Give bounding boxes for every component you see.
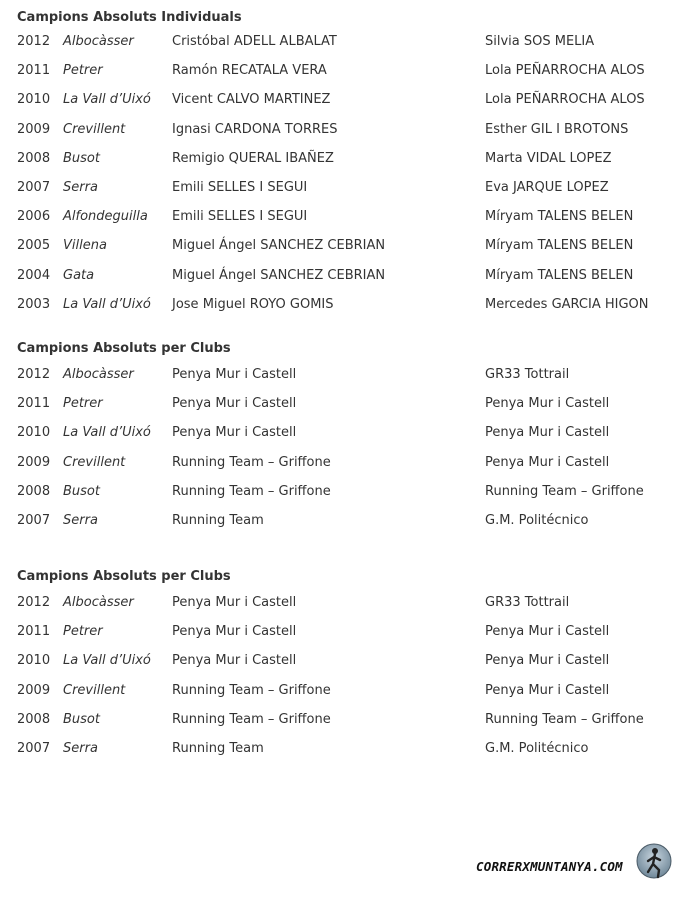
result-row bbox=[17, 593, 677, 622]
women-champion-cell: Eva JARQUE LOPEZ bbox=[485, 179, 609, 195]
women-champion-cell: Míryam TALENS BELEN bbox=[485, 238, 634, 254]
year-cell: 2009 bbox=[17, 121, 51, 137]
women-champion-cell: Penya Mur i Castell bbox=[485, 653, 610, 669]
result-row bbox=[17, 266, 677, 295]
year-cell: 2012 bbox=[17, 367, 51, 382]
year-cell: 2010 bbox=[17, 92, 51, 108]
place-cell: Serra bbox=[63, 512, 98, 528]
place-cell: La Vall d’Uixó bbox=[63, 653, 151, 669]
result-row bbox=[17, 207, 677, 236]
result-row bbox=[17, 622, 677, 651]
women-champion-cell: Penya Mur i Castell bbox=[485, 425, 610, 441]
women-champion-cell: Lola PEÑARROCHA ALOS bbox=[485, 63, 645, 79]
result-row bbox=[17, 149, 677, 178]
men-champion-cell: Running Team – Griffone bbox=[172, 454, 331, 470]
year-cell: 2007 bbox=[17, 512, 51, 528]
men-champion-cell: Ramón RECATALA VERA bbox=[172, 63, 327, 79]
year-cell: 2008 bbox=[17, 150, 51, 166]
section-title: Campions Absoluts per Clubs bbox=[17, 341, 231, 356]
men-champion-cell: Ignasi CARDONA TORRES bbox=[172, 121, 338, 137]
men-champion-cell: Penya Mur i Castell bbox=[172, 653, 297, 669]
result-row bbox=[17, 511, 677, 540]
women-champion-cell: Silvia SOS MELIA bbox=[485, 34, 595, 49]
men-champion-cell: Vicent CALVO MARTINEZ bbox=[172, 92, 331, 108]
women-champion-cell: G.M. Politécnico bbox=[485, 512, 589, 528]
year-cell: 2010 bbox=[17, 425, 51, 441]
place-cell: La Vall d’Uixó bbox=[63, 92, 151, 108]
result-row bbox=[17, 178, 677, 207]
men-champion-cell: Penya Mur i Castell bbox=[172, 595, 297, 610]
women-champion-cell: Penya Mur i Castell bbox=[485, 682, 610, 698]
women-champion-cell: Míryam TALENS BELEN bbox=[485, 209, 634, 225]
section-individuals bbox=[17, 8, 677, 324]
year-cell: 2009 bbox=[17, 454, 51, 470]
place-cell: Albocàsser bbox=[63, 595, 134, 610]
place-cell: Serra bbox=[63, 179, 98, 195]
logo-text: CORRERXMUNTANYA.COM bbox=[476, 859, 623, 874]
place-cell: Crevillent bbox=[63, 682, 126, 698]
place-cell: Petrer bbox=[63, 396, 103, 412]
women-champion-cell: Penya Mur i Castell bbox=[485, 624, 610, 640]
result-row bbox=[17, 394, 677, 423]
result-row bbox=[17, 423, 677, 452]
men-champion-cell: Penya Mur i Castell bbox=[172, 367, 297, 382]
women-champion-cell: Lola PEÑARROCHA ALOS bbox=[485, 92, 645, 108]
women-champion-cell: Mercedes GARCIA HIGON bbox=[485, 296, 649, 312]
men-champion-cell: Penya Mur i Castell bbox=[172, 624, 297, 640]
result-row bbox=[17, 453, 677, 482]
place-cell: Busot bbox=[63, 150, 100, 166]
result-row bbox=[17, 482, 677, 511]
men-champion-cell: Emili SELLES I SEGUI bbox=[172, 209, 308, 225]
year-cell: 2008 bbox=[17, 711, 51, 727]
men-champion-cell: Running Team bbox=[172, 512, 264, 528]
place-cell: Busot bbox=[63, 483, 100, 499]
place-cell: Crevillent bbox=[63, 121, 126, 137]
place-cell: Busot bbox=[63, 711, 100, 727]
year-cell: 2008 bbox=[17, 483, 51, 499]
result-row bbox=[17, 120, 677, 149]
year-cell: 2003 bbox=[17, 296, 51, 312]
result-row bbox=[17, 32, 677, 61]
women-champion-cell: Running Team – Griffone bbox=[485, 711, 644, 727]
result-row bbox=[17, 61, 677, 90]
place-cell: Petrer bbox=[63, 63, 103, 79]
men-champion-cell: Running Team – Griffone bbox=[172, 711, 331, 727]
men-champion-cell: Miguel Ángel SANCHEZ CEBRIAN bbox=[172, 238, 386, 254]
runner-icon bbox=[636, 842, 672, 882]
results-list bbox=[17, 365, 677, 540]
site-logo[interactable] bbox=[472, 842, 672, 886]
place-cell: La Vall d’Uixó bbox=[63, 296, 151, 312]
result-row bbox=[17, 236, 677, 265]
year-cell: 2012 bbox=[17, 34, 51, 49]
place-cell: Serra bbox=[63, 740, 98, 756]
men-champion-cell: Cristóbal ADELL ALBALAT bbox=[172, 34, 337, 49]
result-row bbox=[17, 710, 677, 739]
result-row bbox=[17, 651, 677, 680]
men-champion-cell: Miguel Ángel SANCHEZ CEBRIAN bbox=[172, 267, 386, 283]
year-cell: 2011 bbox=[17, 63, 51, 79]
women-champion-cell: Esther GIL I BROTONS bbox=[485, 121, 629, 137]
women-champion-cell: Penya Mur i Castell bbox=[485, 454, 610, 470]
place-cell: Alfondeguilla bbox=[63, 209, 148, 225]
men-champion-cell: Running Team – Griffone bbox=[172, 682, 331, 698]
year-cell: 2007 bbox=[17, 179, 51, 195]
women-champion-cell: Penya Mur i Castell bbox=[485, 396, 610, 412]
place-cell: Villena bbox=[63, 238, 107, 254]
place-cell: Petrer bbox=[63, 624, 103, 640]
year-cell: 2009 bbox=[17, 682, 51, 698]
men-champion-cell: Emili SELLES I SEGUI bbox=[172, 179, 308, 195]
section-title: Campions Absoluts Individuals bbox=[17, 10, 242, 25]
women-champion-cell: G.M. Politécnico bbox=[485, 740, 589, 756]
men-champion-cell: Penya Mur i Castell bbox=[172, 396, 297, 412]
year-cell: 2012 bbox=[17, 595, 51, 610]
year-cell: 2006 bbox=[17, 209, 51, 225]
year-cell: 2007 bbox=[17, 740, 51, 756]
results-list bbox=[17, 593, 677, 768]
place-cell: Gata bbox=[63, 267, 95, 283]
section-clubs bbox=[17, 339, 677, 540]
result-row bbox=[17, 90, 677, 119]
women-champion-cell: Míryam TALENS BELEN bbox=[485, 267, 634, 283]
result-row bbox=[17, 739, 677, 768]
result-row bbox=[17, 365, 677, 394]
year-cell: 2011 bbox=[17, 624, 51, 640]
men-champion-cell: Running Team bbox=[172, 740, 264, 756]
men-champion-cell: Jose Miguel ROYO GOMIS bbox=[172, 296, 334, 312]
place-cell: La Vall d’Uixó bbox=[63, 425, 151, 441]
section-title: Campions Absoluts per Clubs bbox=[17, 569, 231, 584]
results-list bbox=[17, 32, 677, 324]
women-champion-cell: GR33 Tottrail bbox=[485, 595, 570, 610]
year-cell: 2011 bbox=[17, 396, 51, 412]
result-row bbox=[17, 295, 677, 324]
place-cell: Crevillent bbox=[63, 454, 126, 470]
men-champion-cell: Penya Mur i Castell bbox=[172, 425, 297, 441]
place-cell: Albocàsser bbox=[63, 367, 134, 382]
women-champion-cell: Running Team – Griffone bbox=[485, 483, 644, 499]
result-row bbox=[17, 681, 677, 710]
year-cell: 2004 bbox=[17, 267, 51, 283]
section-clubs-repeat bbox=[17, 567, 677, 768]
men-champion-cell: Remigio QUERAL IBAÑEZ bbox=[172, 150, 334, 166]
year-cell: 2005 bbox=[17, 238, 51, 254]
year-cell: 2010 bbox=[17, 653, 51, 669]
men-champion-cell: Running Team – Griffone bbox=[172, 483, 331, 499]
place-cell: Albocàsser bbox=[63, 34, 134, 49]
women-champion-cell: GR33 Tottrail bbox=[485, 367, 570, 382]
women-champion-cell: Marta VIDAL LOPEZ bbox=[485, 150, 612, 166]
